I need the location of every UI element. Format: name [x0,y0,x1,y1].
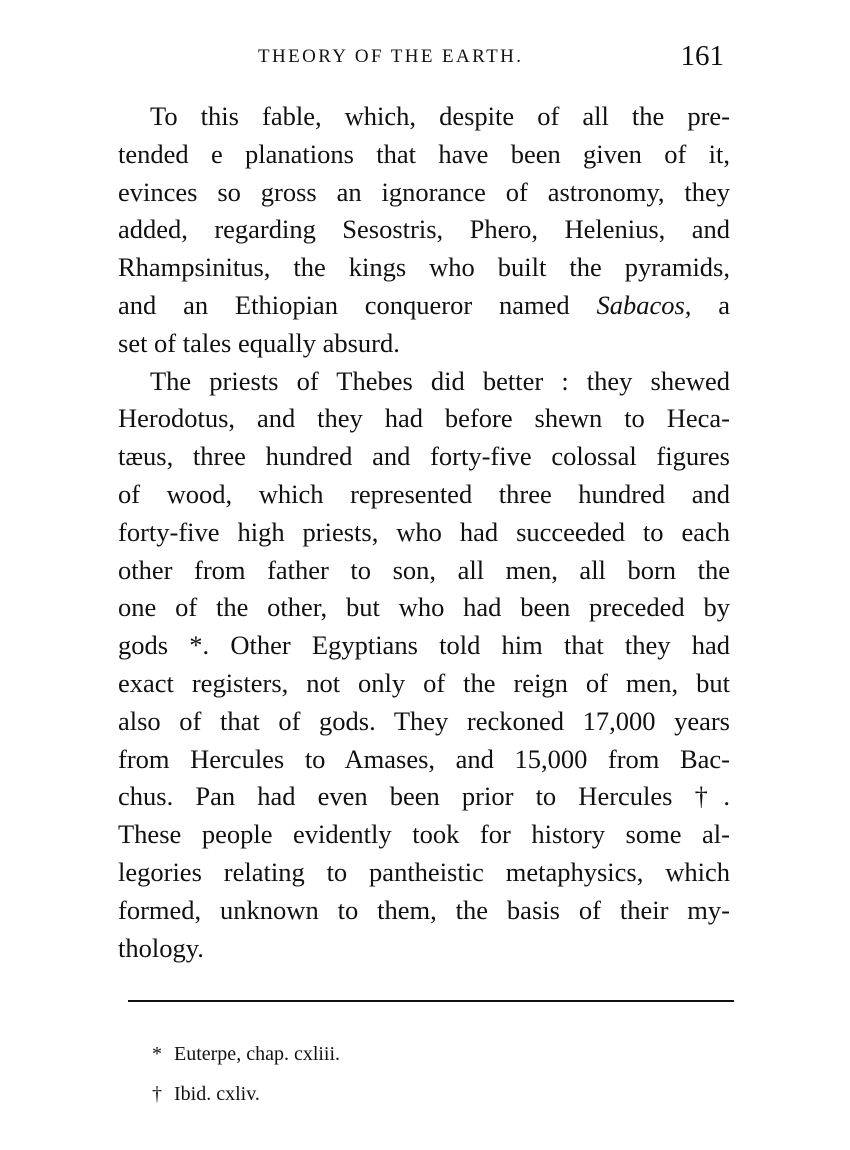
text-segment: a [718,289,731,320]
text-segment: and an Ethiopian conqueror named [118,289,570,320]
text-line: These people evidently took for history some al- [118,819,730,850]
paragraph-2 [118,363,730,968]
text-line: formed, unknown to them, the basis of their my- [118,894,730,925]
footnote-text: Euterpe, chap. cxliii. [174,1043,341,1065]
footnote-mark: † [152,1083,162,1105]
text-line: chus. Pan had even been prior to Hercules †. [118,781,730,812]
text-line: Herodotus, and they had before shewn to Heca- [118,403,730,434]
body-text [118,98,730,967]
text-line: legories relating to pantheistic metaphysics, which [118,856,730,887]
text-line: evinces so gross an ignorance of astronomy, they [118,176,730,207]
page-number: 161 [680,40,724,72]
footnote-mark: * [152,1043,162,1065]
text-line: tended e planations that have been given of it, [118,138,730,169]
text-line: Rhampsinitus, the kings who built the pyramids, [118,252,730,283]
text-line: added, regarding Sesostris, Phero, Helenius, and [118,214,730,245]
text-line: The priests of Thebes did better : they shewed [150,365,730,396]
text-line: of wood, which represented three hundred and [118,478,730,509]
text-line: exact registers, not only of the reign of men, but [118,667,730,698]
paragraph-1 [118,98,730,363]
italic-name: Sabacos, [596,289,692,320]
text-line: also of that of gods. They reckoned 17,000 years [118,705,730,736]
text-line: other from father to son, all men, all born the [118,554,730,585]
text-line: tæus, three hundred and forty-five colossal figures [118,441,730,472]
text-line: thology. [118,932,204,963]
text-line: from Hercules to Amases, and 15,000 from Bac- [118,743,730,774]
text-line: one of the other, but who had been preceded by [118,592,730,623]
footnote-divider [128,1000,734,1002]
footnote [152,1074,712,1114]
footnote [152,1034,712,1074]
text-line: To this fable, which, despite of all the pre- [150,101,730,131]
text-line-with-italic [118,287,730,325]
text-line: gods *. Other Egyptians told him that they had [118,630,730,661]
text-line: forty-five high priests, who had succeeded to each [118,516,730,547]
running-title: THEORY OF THE EARTH. [258,46,524,67]
running-head [118,40,730,74]
footnotes [152,1034,712,1114]
text-line: set of tales equally absurd. [118,327,400,358]
footnote-text: Ibid. cxliv. [174,1083,260,1105]
